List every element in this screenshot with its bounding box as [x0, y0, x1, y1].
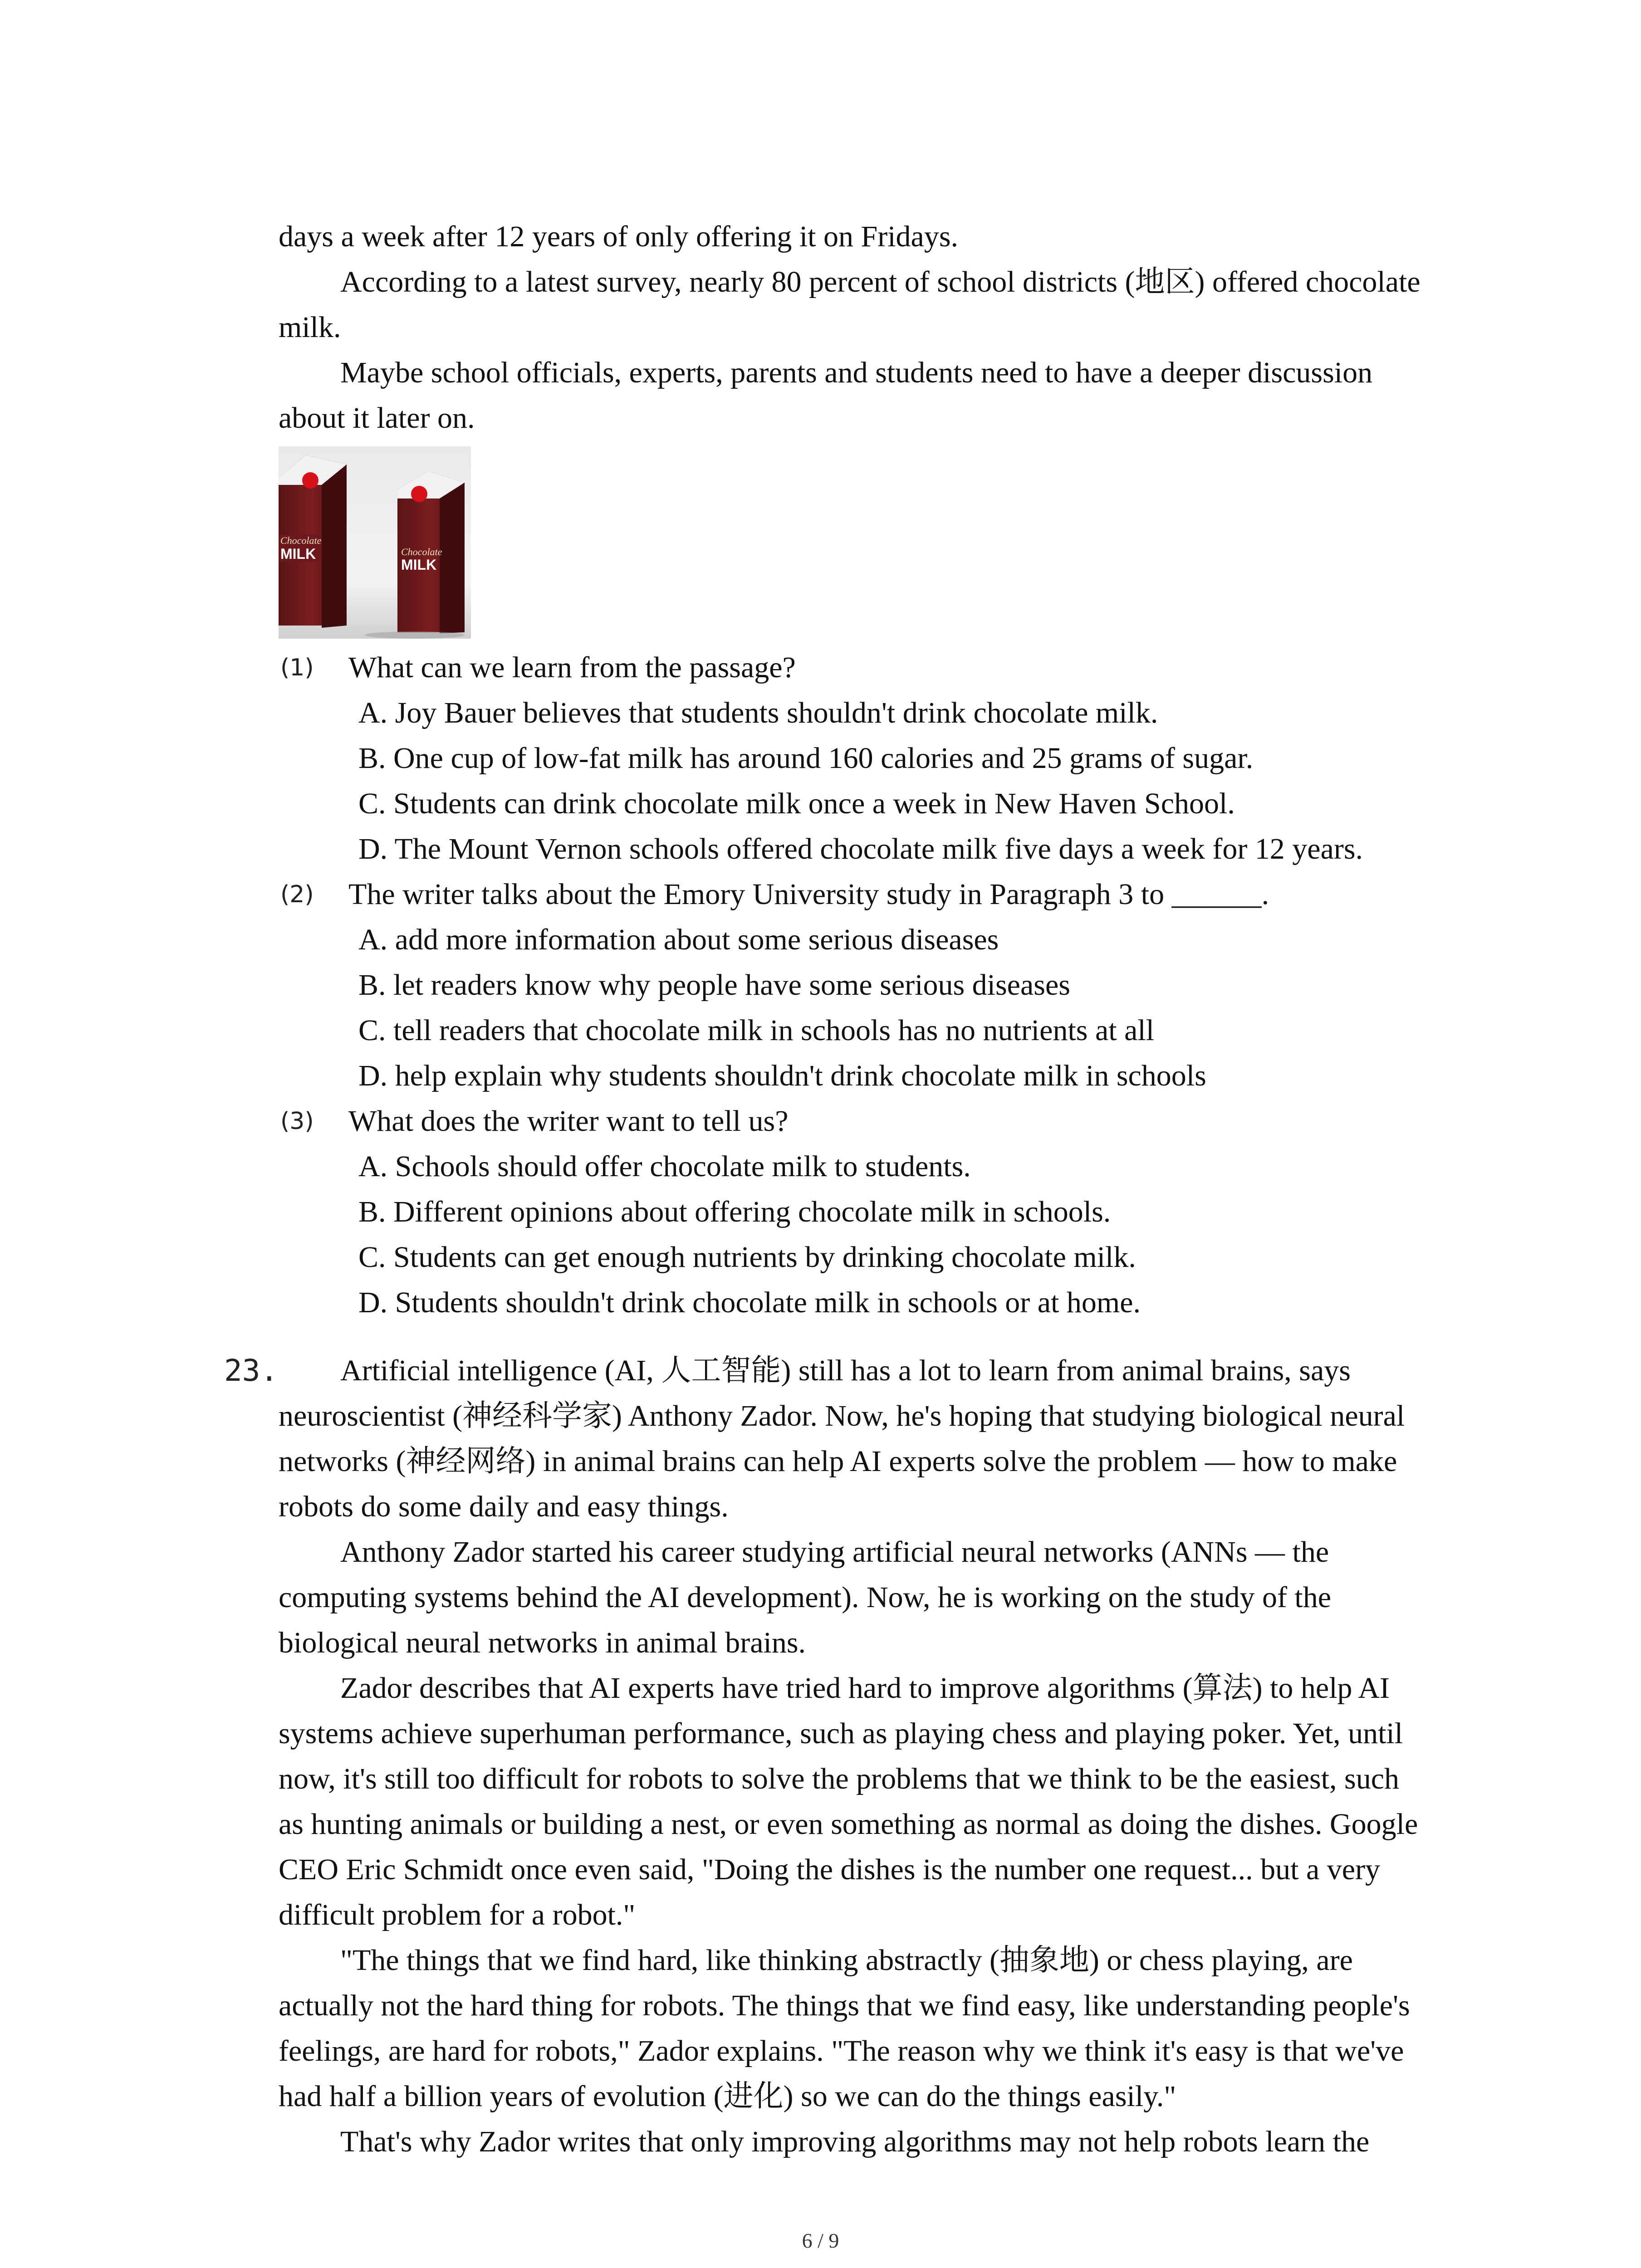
item-23-line: had half a billion years of evolution (进化) so we can do the things easily." — [279, 2080, 1176, 2113]
question-number: (2) — [280, 881, 314, 908]
item-23-line: "The things that we find hard, like thinking abstractly (抽象地) or chess playing, are — [340, 1944, 1353, 1977]
answer-option: A. add more information about some serious diseases — [358, 923, 999, 956]
question-number: (3) — [280, 1108, 314, 1135]
item-23-line: Artificial intelligence (AI, 人工智能) still has a lot to learn from animal brains, says — [340, 1354, 1351, 1387]
carton-label-milk: MILK — [280, 546, 316, 562]
passage-line: days a week after 12 years of only offering it on Fridays. — [279, 220, 959, 253]
item-23-line: systems achieve superhuman performance, such as playing chess and playing poker. Yet, until — [279, 1717, 1403, 1750]
carton-label-chocolate: Chocolate — [401, 546, 442, 557]
answer-option: C. Students can drink chocolate milk once a week in New Haven School. — [358, 787, 1235, 820]
answer-option: D. The Mount Vernon schools offered chocolate milk five days a week for 12 years. — [358, 832, 1363, 865]
answer-option: B. Different opinions about offering chocolate milk in schools. — [358, 1195, 1111, 1228]
answer-option: D. Students shouldn't drink chocolate milk in schools or at home. — [358, 1286, 1141, 1319]
item-23-line: robots do some daily and easy things. — [279, 1490, 729, 1523]
answer-option: B. One cup of low-fat milk has around 160 calories and 25 grams of sugar. — [358, 742, 1254, 775]
item-23-line: now, it's still too difficult for robots to solve the problems that we think to be the easiest, such — [279, 1762, 1400, 1795]
answer-option: B. let readers know why people have some serious diseases — [358, 968, 1070, 1002]
question-stem: What can we learn from the passage? — [348, 651, 796, 684]
page-number: 6 / 9 — [802, 2229, 839, 2252]
item-23-line: as hunting animals or building a nest, or even something as normal as doing the dishes. Google — [279, 1808, 1418, 1841]
answer-option: C. tell readers that chocolate milk in schools has no nutrients at all — [358, 1014, 1155, 1047]
item-23-line: That's why Zador writes that only improving algorithms may not help robots learn the — [340, 2125, 1370, 2158]
carton-label-chocolate: Chocolate — [280, 535, 322, 546]
passage-line: Maybe school officials, experts, parents and students need to have a deeper discussion — [340, 356, 1373, 389]
item-23-line: biological neural networks in animal brains. — [279, 1626, 806, 1659]
answer-option: C. Students can get enough nutrients by drinking chocolate milk. — [358, 1241, 1136, 1274]
item-23-line: difficult problem for a robot." — [279, 1898, 636, 1931]
item-23-line: neuroscientist (神经科学家) Anthony Zador. Now, he's hoping that studying biological neural — [279, 1399, 1405, 1432]
item-number: 23. — [224, 1353, 279, 1388]
chocolate-milk-image — [279, 446, 471, 639]
passage-line: According to a latest survey, nearly 80 percent of school districts (地区) offered chocolate — [340, 265, 1421, 298]
answer-option: A. Schools should offer chocolate milk to students. — [358, 1150, 971, 1183]
item-23-line: networks (神经网络) in animal brains can help AI experts solve the problem — how to make — [279, 1445, 1397, 1478]
item-23-line: feelings, are hard for robots," Zador explains. "The reason why we think it's easy is that we've — [279, 2034, 1404, 2068]
answer-option: A. Joy Bauer believes that students shouldn't drink chocolate milk. — [358, 696, 1158, 729]
question-stem: The writer talks about the Emory University study in Paragraph 3 to ______. — [348, 878, 1269, 911]
question-stem: What does the writer want to tell us? — [348, 1105, 789, 1138]
item-23-line: computing systems behind the AI development). Now, he is working on the study of the — [279, 1581, 1332, 1614]
passage-line: about it later on. — [279, 401, 475, 435]
item-23-line: Anthony Zador started his career studying artificial neural networks (ANNs — the — [340, 1535, 1329, 1569]
question-number: (1) — [280, 654, 314, 681]
answer-option: D. help explain why students shouldn't drink chocolate milk in schools — [358, 1059, 1206, 1092]
item-23-line: CEO Eric Schmidt once even said, "Doing the dishes is the number one request... but a very — [279, 1853, 1381, 1886]
item-23-line: Zador describes that AI experts have tried hard to improve algorithms (算法) to help AI — [340, 1672, 1390, 1705]
carton-label-milk: MILK — [401, 557, 437, 573]
item-23-line: actually not the hard thing for robots. The things that we find easy, like understanding people's — [279, 1989, 1410, 2022]
passage-line: milk. — [279, 311, 341, 344]
